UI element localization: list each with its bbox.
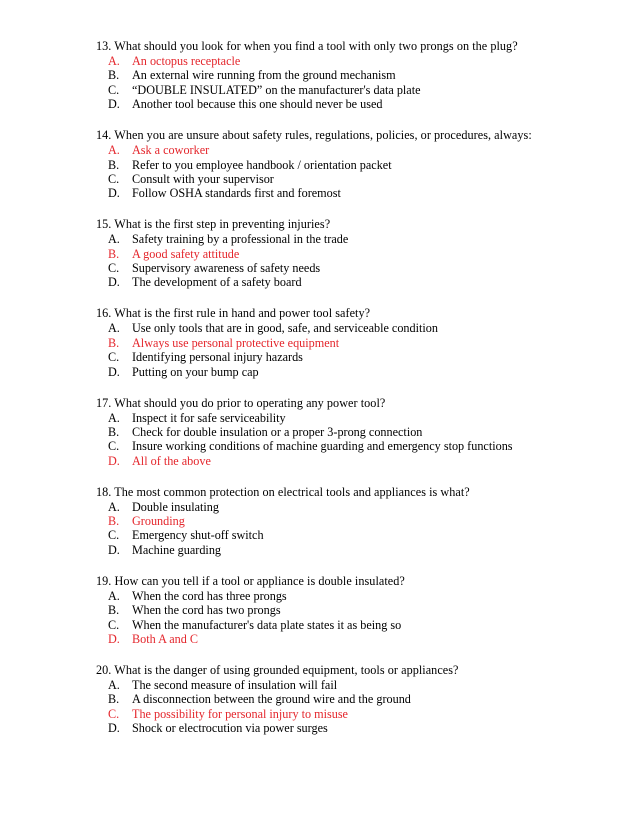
answer-option-c <box>96 261 638 275</box>
question-17 <box>96 396 638 469</box>
option-text: A disconnection between the ground wire and the ground <box>132 692 411 707</box>
option-letter: A. <box>108 54 120 68</box>
answer-option-c <box>96 618 638 632</box>
option-letter: D. <box>108 631 120 646</box>
answer-option-d <box>96 454 638 468</box>
answer-option-d <box>96 97 638 111</box>
option-letter: B. <box>108 335 120 350</box>
option-letter: C. <box>108 350 120 365</box>
option-letter: D. <box>108 453 120 468</box>
answer-option-d <box>96 721 638 735</box>
answer-option-d <box>96 365 638 379</box>
answer-option-d <box>96 275 638 289</box>
question-16 <box>96 306 638 379</box>
option-text: Supervisory awareness of safety needs <box>132 261 321 276</box>
question-text <box>96 574 638 589</box>
question-prompt: When you are unsure about safety rules, regulations, policies, or procedures, always: <box>114 128 532 143</box>
answer-option-b <box>96 336 638 350</box>
answer-option-b <box>96 425 638 439</box>
option-text: An external wire running from the ground mechanism <box>132 68 396 83</box>
option-text: Emergency shut-off switch <box>132 528 264 543</box>
option-letter: D. <box>108 542 120 557</box>
question-18 <box>96 485 638 558</box>
answer-option-a <box>96 500 638 514</box>
answer-option-b <box>96 247 638 261</box>
option-letter: B. <box>108 692 120 707</box>
answer-option-c <box>96 439 638 453</box>
option-letter: C. <box>108 171 120 186</box>
question-14 <box>96 128 638 201</box>
answer-option-c <box>96 528 638 542</box>
option-text: Another tool because this one should never be used <box>132 97 383 112</box>
option-text: Refer to you employee handbook / orientation packet <box>132 157 392 172</box>
answer-option-d <box>96 632 638 646</box>
question-number: 19. <box>96 573 112 588</box>
answer-option-b <box>96 514 638 528</box>
question-15 <box>96 217 638 290</box>
option-text: When the cord has three prongs <box>132 588 287 603</box>
question-prompt: The most common protection on electrical tools and appliances is what? <box>114 484 470 499</box>
option-letter: B. <box>108 68 120 83</box>
option-text: Follow OSHA standards first and foremost <box>132 186 341 201</box>
answer-option-b <box>96 603 638 617</box>
option-letter: A. <box>108 143 120 158</box>
option-letter: B. <box>108 424 120 439</box>
question-text <box>96 39 638 54</box>
option-text: Consult with your supervisor <box>132 171 274 186</box>
answer-option-d <box>96 543 638 557</box>
option-text: Use only tools that are in good, safe, and serviceable condition <box>132 321 438 336</box>
option-letter: D. <box>108 275 120 290</box>
option-text: Shock or electrocution via power surges <box>132 721 328 736</box>
option-text: Always use personal protective equipment <box>132 335 340 350</box>
question-number: 18. <box>96 484 112 499</box>
question-prompt: What is the first rule in hand and power tool safety? <box>114 306 371 321</box>
option-letter: C. <box>108 617 120 632</box>
answer-option-a <box>96 589 638 603</box>
option-letter: C. <box>108 439 120 454</box>
option-text: An octopus receptacle <box>132 54 241 68</box>
option-letter: C. <box>108 528 120 543</box>
question-prompt: How can you tell if a tool or appliance is double insulated? <box>114 573 405 588</box>
question-20 <box>96 663 638 736</box>
option-letter: B. <box>108 603 120 618</box>
option-text: Identifying personal injury hazards <box>132 350 303 365</box>
option-text: “DOUBLE INSULATED” on the manufacturer's data plate <box>132 82 421 97</box>
option-text: Grounding <box>132 514 185 529</box>
option-letter: A. <box>108 232 120 247</box>
option-letter: A. <box>108 321 120 336</box>
option-text: Machine guarding <box>132 542 222 557</box>
option-letter: B. <box>108 157 120 172</box>
answer-option-a <box>96 54 638 68</box>
question-number: 14. <box>96 128 112 143</box>
option-text: The second measure of insulation will fail <box>132 677 338 692</box>
question-text <box>96 128 638 143</box>
question-prompt: What should you do prior to operating any power tool? <box>114 395 386 410</box>
question-text <box>96 306 638 321</box>
answer-option-c <box>96 707 638 721</box>
answer-option-d <box>96 186 638 200</box>
option-text: When the manufacturer's data plate states it as being so <box>132 617 402 632</box>
answer-option-a <box>96 232 638 246</box>
answer-option-c <box>96 172 638 186</box>
answer-option-c <box>96 350 638 364</box>
option-letter: A. <box>108 499 120 514</box>
option-text: The possibility for personal injury to misuse <box>132 706 348 721</box>
question-text <box>96 485 638 500</box>
question-number: 13. <box>96 39 112 53</box>
option-letter: D. <box>108 97 120 112</box>
question-number: 15. <box>96 217 112 232</box>
option-letter: C. <box>108 706 120 721</box>
option-text: All of the above <box>132 453 211 468</box>
option-letter: C. <box>108 82 120 97</box>
option-letter: A. <box>108 677 120 692</box>
answer-option-a <box>96 678 638 692</box>
question-text <box>96 663 638 678</box>
option-text: Ask a coworker <box>132 143 210 158</box>
option-text: The development of a safety board <box>132 275 302 290</box>
option-text: Both A and C <box>132 631 199 646</box>
answer-option-a <box>96 411 638 425</box>
answer-option-b <box>96 68 638 82</box>
question-prompt: What should you look for when you find a tool with only two prongs on the plug? <box>114 39 518 53</box>
answer-option-c <box>96 83 638 97</box>
option-text: Safety training by a professional in the trade <box>132 232 349 247</box>
option-letter: A. <box>108 588 120 603</box>
answer-option-a <box>96 321 638 335</box>
answer-option-b <box>96 158 638 172</box>
question-text <box>96 217 638 232</box>
question-number: 16. <box>96 306 112 321</box>
question-number: 17. <box>96 395 112 410</box>
answer-option-a <box>96 143 638 157</box>
option-letter: A. <box>108 410 120 425</box>
option-letter: B. <box>108 514 120 529</box>
option-text: Inspect it for safe serviceability <box>132 410 286 425</box>
answer-option-b <box>96 692 638 706</box>
question-number: 20. <box>96 662 112 677</box>
question-13 <box>96 39 638 112</box>
question-text <box>96 396 638 411</box>
option-text: Insure working conditions of machine guarding and emergency stop functions <box>132 439 513 454</box>
option-text: When the cord has two prongs <box>132 603 281 618</box>
question-19 <box>96 574 638 647</box>
option-text: Double insulating <box>132 499 219 514</box>
option-text: A good safety attitude <box>132 246 240 261</box>
option-letter: C. <box>108 261 120 276</box>
option-letter: B. <box>108 246 120 261</box>
option-text: Putting on your bump cap <box>132 364 259 379</box>
question-prompt: What is the first step in preventing injuries? <box>114 217 331 232</box>
option-letter: D. <box>108 364 120 379</box>
option-letter: D. <box>108 186 120 201</box>
option-letter: D. <box>108 721 120 736</box>
question-prompt: What is the danger of using grounded equipment, tools or appliances? <box>114 662 459 677</box>
option-text: Check for double insulation or a proper 3-prong connection <box>132 424 423 439</box>
